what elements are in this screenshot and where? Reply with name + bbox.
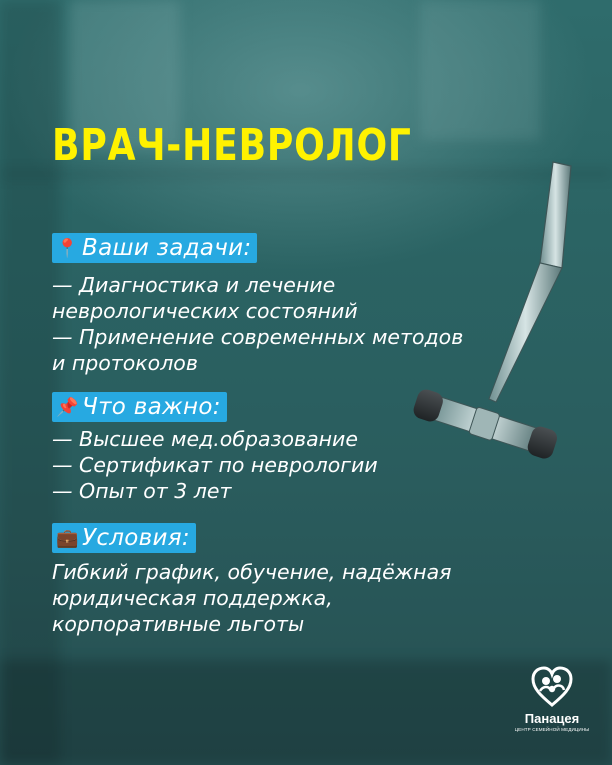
background-door-right	[420, 0, 540, 140]
pushpin-icon: 📌	[56, 397, 79, 417]
list-item: — Сертификат по неврологии	[52, 453, 378, 477]
list-item: юридическая поддержка,	[52, 586, 333, 610]
section-requirements-heading	[52, 392, 227, 422]
list-item: — Диагностика и лечение	[52, 273, 336, 297]
list-item: неврологических состояний	[52, 299, 358, 323]
round-pushpin-icon: 📍	[56, 238, 79, 258]
heart-family-icon	[530, 665, 574, 709]
section-heading-label: Ваши задачи:	[82, 235, 252, 261]
section-tasks-heading	[52, 233, 257, 263]
list-item: Гибкий график, обучение, надёжная	[52, 560, 452, 584]
list-item: — Опыт от 3 лет	[52, 479, 232, 503]
background-wall	[0, 0, 60, 765]
clinic-logo	[512, 663, 592, 743]
section-heading-label: Условия:	[82, 525, 190, 551]
page-title: ВРАЧ-НЕВРОЛОГ	[52, 120, 412, 171]
section-heading-label: Что важно:	[82, 394, 221, 420]
section-conditions-list	[52, 559, 451, 637]
list-item: корпоративные льготы	[52, 612, 305, 636]
clinic-tagline: ЦЕНТР СЕМЕЙНОЙ МЕДИЦИНЫ	[514, 727, 590, 732]
section-tasks-list	[52, 272, 463, 376]
list-item: — Высшее мед.образование	[52, 427, 358, 451]
section-requirements-list	[52, 426, 378, 504]
clinic-name: Панацея	[524, 711, 580, 726]
list-item: — Применение современных методов	[52, 325, 464, 349]
list-item: и протоколов	[52, 351, 198, 375]
section-conditions-heading	[52, 523, 196, 553]
briefcase-icon: 💼	[56, 528, 79, 548]
